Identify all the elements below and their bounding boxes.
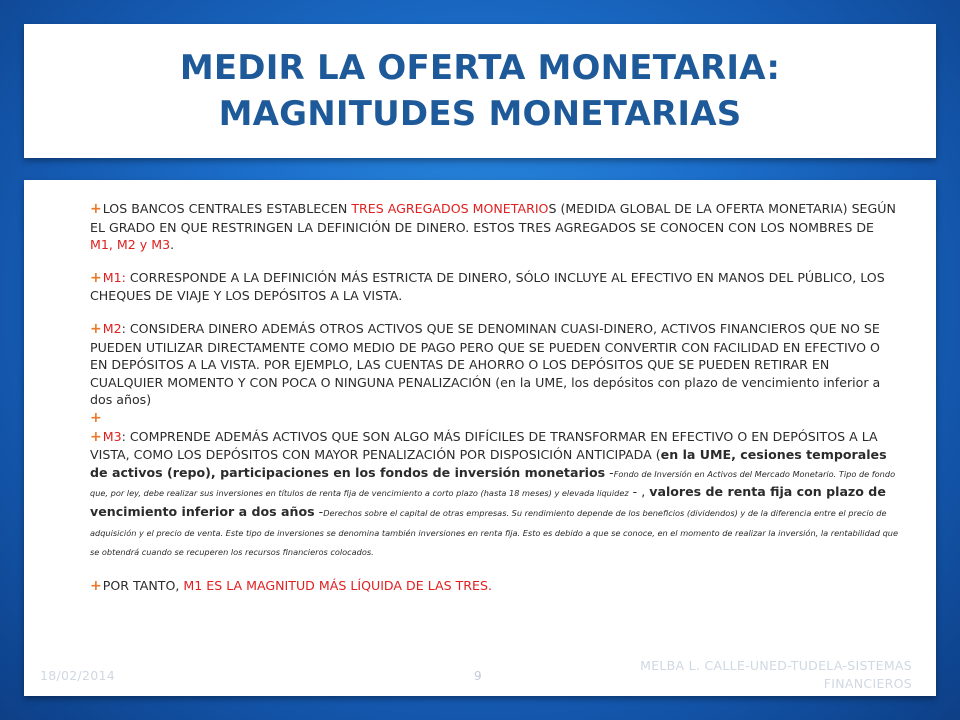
plus-icon: + (90, 201, 102, 217)
paragraph-m3 (90, 428, 898, 562)
plus-icon: + (90, 428, 102, 445)
text-span: . (170, 237, 175, 253)
content-text (90, 200, 898, 610)
label-m2: M2 (102, 320, 122, 336)
footer-date: 18/02/2014 (40, 668, 116, 683)
title-box (24, 24, 936, 158)
footer-author-line-1: MELBA L. CALLE-UNED-TUDELA-SISTEMAS (640, 658, 912, 673)
paragraph-m1 (90, 269, 898, 305)
slide-title-line-2: MAGNITUDES MONETARIAS (218, 94, 742, 134)
text-span: en la UME, los depósitos con plazo de vencimiento inferior a dos años) (90, 374, 881, 408)
text-span: : CONSIDERA DINERO ADEMÁS OTROS ACTIVOS QUE SE DENOMINAN CUASI-DINERO, ACTIVOS FINANCIEROS QUE NO SE PUEDEN UTILIZAR DIRECTAMENTE COMO MEDIO DE PAGO PERO QUE SE PUEDEN CONVERTIR CON FACILIDAD EN EFECTIVO O EN DEPÓSITOS A LA VISTA. POR EJEMPLO, LAS CUENTAS DE AHORRO O LOS DEPÓSITOS QUE SE PUEDEN RETIRAR EN CUALQUIER MOMENTO Y CON POCA O NINGUNA PENALIZACIÓN ( (90, 320, 880, 390)
page-number: 9 (474, 669, 482, 683)
plus-icon: + (90, 320, 102, 337)
label-m1: M1: (102, 269, 126, 285)
footnote-fondo: Fondo de Inversión en Activos del Mercado Monetario. Tipo de fondo que, por ley, debe realizar sus inversiones en títulos de renta fija de vencimiento a corto plazo (hasta 18 meses) y elevada liquidez (90, 468, 896, 499)
paragraph-conclusion (90, 577, 898, 596)
plus-icon: + (90, 409, 102, 426)
empty-bullet-line (90, 409, 898, 428)
text-span: - , (628, 484, 650, 500)
plus-icon: + (90, 577, 102, 594)
highlight-m1-m2-m3: M1, M2 y M3 (90, 237, 171, 253)
text-span: - (314, 503, 324, 519)
text-span: POR TANTO, (102, 577, 184, 593)
footer-author-line-2: FINANCIEROS (823, 676, 912, 691)
text-span: S (MEDIDA GLOBAL DE LA OFERTA MONETARIA) SEGÚN EL GRADO EN QUE RESTRINGEN LA DEFINICIÓN DE DINERO. ESTOS TRES AGREGADOS SE CONOCEN CON LOS NOMBRES DE (90, 201, 896, 235)
label-m3: M3 (102, 428, 122, 444)
text-span: CORRESPONDE A LA DEFINICIÓN MÁS ESTRICTA DE DINERO, SÓLO INCLUYE AL EFECTIVO EN MANOS DEL PÚBLICO, LOS CHEQUES DE VIAJE Y LOS DEPÓSITOS A LA VISTA. (90, 269, 885, 304)
text-span-bold: en la UME, cesiones temporales de activos (repo), participaciones en los fondos de inversión monetarios (90, 447, 887, 480)
text-span: : COMPRENDE ADEMÁS ACTIVOS QUE SON ALGO MÁS DIFÍCILES DE TRANSFORMAR EN EFECTIVO O EN DEPÓSITOS A LA VISTA, COMO LOS DEPÓSITOS CON MAYOR PENALIZACIÓN POR DISPOSICIÓN ANTICIPADA ( (90, 428, 878, 463)
text-span: - (605, 464, 614, 480)
highlight-conclusion: M1 ES LA MAGNITUD MÁS LÍQUIDA DE LAS TRES. (183, 577, 493, 593)
text-span-bold: valores de renta fija con plazo de vencimiento inferior a dos años (90, 484, 886, 519)
paragraph-m2 (90, 320, 898, 409)
footer-author (582, 657, 912, 693)
text-span: LOS BANCOS CENTRALES ESTABLECEN (102, 201, 352, 216)
paragraph-agregados (90, 200, 898, 254)
slide-title-line-1: MEDIR LA OFERTA MONETARIA: (179, 48, 781, 88)
content-box (24, 180, 936, 696)
plus-icon: + (90, 269, 102, 286)
footnote-derechos: Derechos sobre el capital de otras empresas. Su rendimiento depende de los beneficios (dividendos) y de la diferencia entre el precio de adquisición y el precio de venta. Este tipo de inversiones se denomina también inversiones en renta fija. Esto es debido a que se conoce, en el momento de realizar la inversión, la rentabilidad que se obtendrá cuando se recuperen los recursos financieros colocados. (90, 507, 899, 558)
highlight-tres-agregados: TRES AGREGADOS MONETARIO (351, 201, 549, 216)
